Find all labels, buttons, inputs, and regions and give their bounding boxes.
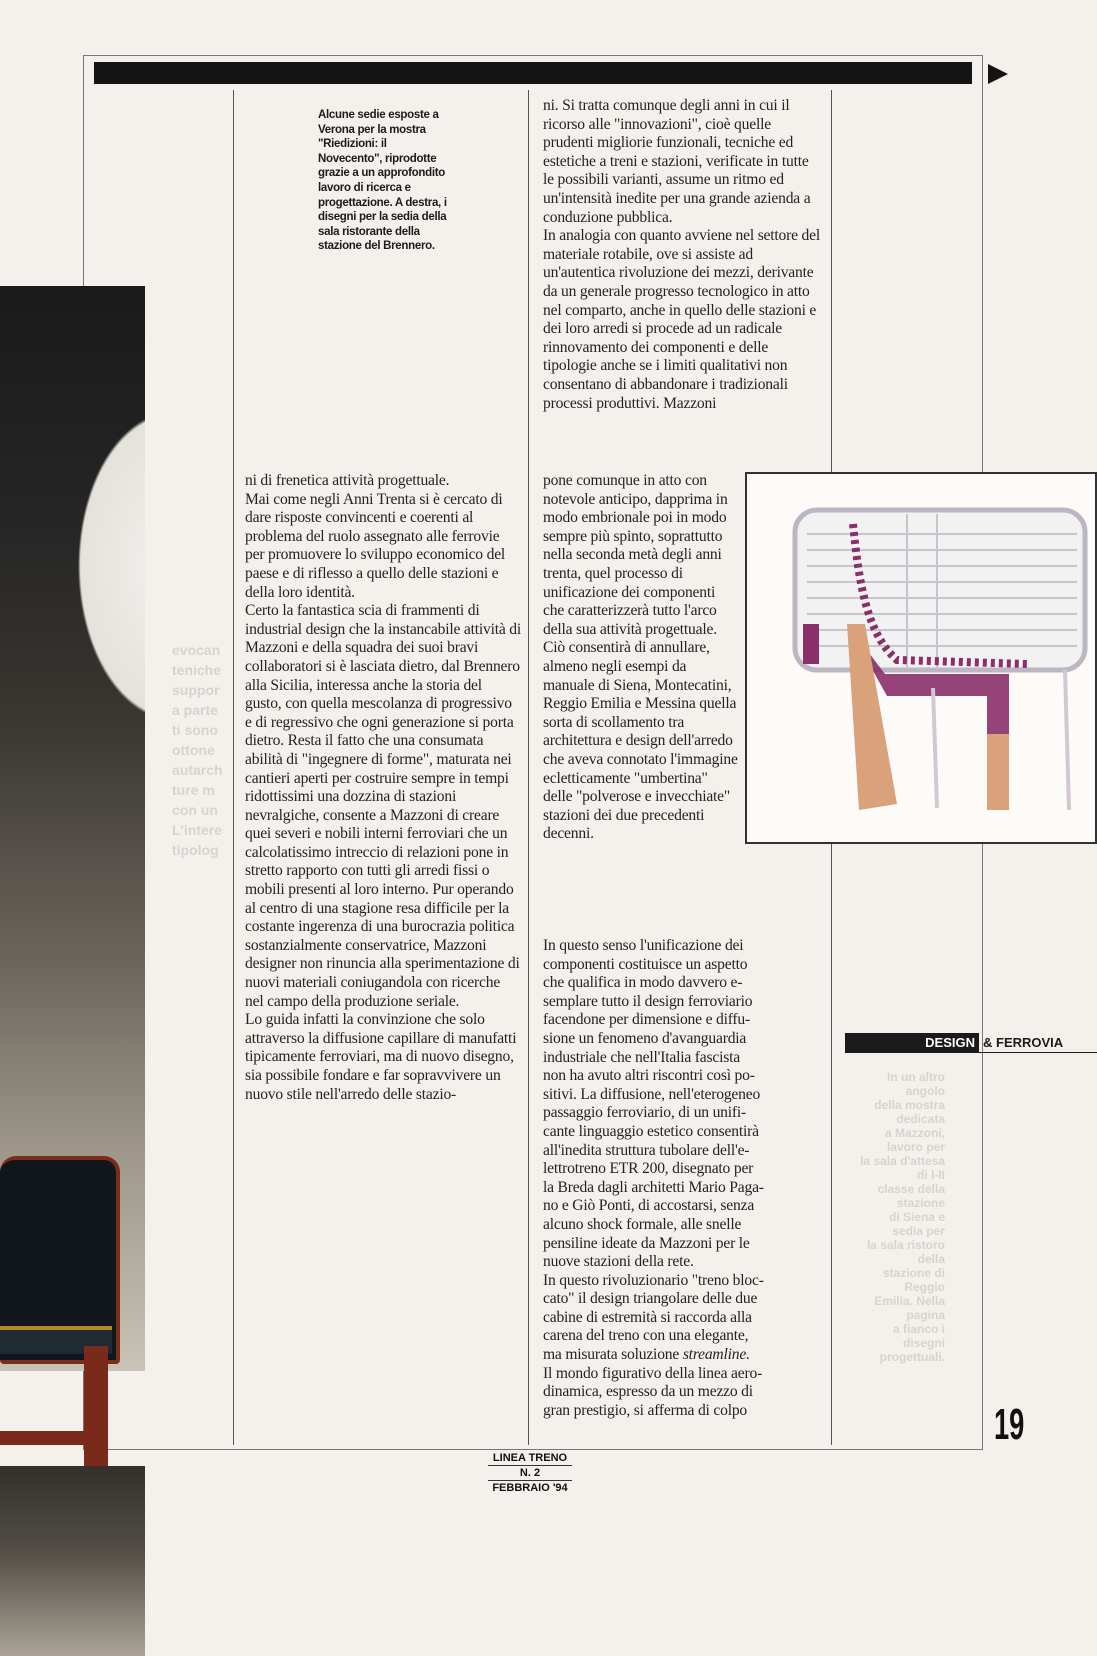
next-arrow-icon <box>988 64 1008 84</box>
text-line: In questo rivoluzionario "treno bloc- <box>543 1271 764 1289</box>
text-line: all'inedita struttura tubolare dell'e- <box>543 1141 750 1159</box>
text-line: nuove stazioni della rete. <box>543 1253 694 1271</box>
text-line: cato" il design triangolare delle due <box>543 1290 758 1308</box>
exhibition-chair-photo <box>0 286 145 1371</box>
section-tab-design: DESIGN <box>845 1033 979 1053</box>
footer-date: FEBBRAIO '94 <box>488 1480 572 1495</box>
page-number: 19 <box>994 1400 1025 1449</box>
text-line: componenti costituisce un aspetto <box>543 955 748 973</box>
paragraph: Certo la fantastica scia di frammenti di industrial design che la instancabile attività di Mazzoni e della squadra dei suoi bravi collaboratori si è lasciata dietro, dal Brennero alla Sicilia, interessa anche la storia del gusto, con quella mescolanza di progressivo e di regressivo che ogni generazione si porta dietro. Resta il fatto che una consumata abilità di "ingegnere di forme", maturata nei cantieri aperti per costruire sempre in tempi ridottissimi una dozzina di stazioni nevralgiche, consente a Mazzoni di creare quei severi e nobili interni ferroviari che un calcolatissimo intreccio di relazioni pone in stretto rapporto con tutti gli arredi fissi o mobili presenti al loro interno. Pur operando al centro di una stagione resa difficile per la costante ingerenza di una burocrazia politica sostanzialmente conservatrice, Mazzoni designer non rinuncia alla sperimentazione di nuovi materiali coniugandola con ricerche nel campo della produzione seriale. <box>245 602 522 1010</box>
text-line: gran prestigio, si afferma di colpo <box>543 1401 748 1419</box>
column-rule <box>528 90 529 1445</box>
article-column-2 <box>245 472 521 1104</box>
text-line: la Breda dagli architetti Mario Paga- <box>543 1178 764 1196</box>
text-line-start: ma misurata soluzione <box>543 1346 683 1364</box>
ghost-print: In un altro angolo della mostra dedicata a Mazzoni, lavoro per la sala d'attesa di I-II classe della stazione di Siena e sedia per la sala ristoro della stazione di Reggio Emilia. Nella pagina a fianco i disegni progettuali. <box>860 1070 945 1364</box>
paragraph: ni. Si tratta comunque degli anni in cui il ricorso alle "innovazioni", cioè quelle prudenti migliorie funzionali, tecniche ed estetiche a treni e stazioni, verificate in tutte le possibili varianti, assume un ritmo ed un'intensità inedite per una grande azienda a conduzione pubblica. <box>543 97 811 226</box>
paragraph: Lo guida infatti la convinzione che solo attraverso la diffusione capillare di manufatti tipicamente ferroviari, ma di nuovo disegno, sia possibile fondare e far sopravvivere un nuovo stile nell'arredo delle stazio- <box>245 1011 517 1103</box>
text-line: industriale che nell'Italia fascista <box>543 1048 740 1066</box>
text-line: alcuno shock formale, alle snelle <box>543 1215 742 1233</box>
section-tab <box>845 1033 1097 1053</box>
text-line: cante linguaggio estetico consentirà <box>543 1122 759 1140</box>
text-line: che qualifica in modo davvero e- <box>543 974 743 992</box>
streamline-word: streamline. <box>682 1346 750 1364</box>
photo-caption: Alcune sedie esposte a Verona per la mostra "Riedizioni: il Novecento", riprodotte grazie a un approfondito lavoro di ricerca e progettazione. A destra, i disegni per la sedia della sala ristorante della stazione del Brennero. <box>318 109 447 253</box>
photo-floor <box>0 1466 145 1656</box>
paragraph: ni di frenetica attività progettuale. <box>245 472 450 489</box>
paragraph: pone comunque in atto con notevole anticipo, dapprima in modo embrionale poi in modo sempre più spinto, soprattutto nella seconda metà degli anni trenta, quel processo di unificazione dei componenti che caratterizzerà tutto l'arco della sua attività progettuale. Ciò consentirà di annullare, almeno negli esempi da manuale di Siena, Montecatini, Reggio Emilia e Messina quella sorta di scollamento tra architettura e design dell'arredo che aveva connotato l'immagine ecletticamente "umbertina" delle "polverose e invecchiate" stazioni dei due precedenti decenni. <box>543 472 738 843</box>
header-bar <box>94 62 972 84</box>
section-tab-underline <box>979 1052 1097 1053</box>
chair-leg <box>84 1346 108 1466</box>
paragraph: In analogia con quanto avviene nel settore del materiale rotabile, ove si assiste ad un'autentica rivoluzione dei mezzi, derivante da un generale progresso tecnologico in atto nel comparto, anche in quello delle stazioni e dei loro arredi si procede ad un radicale rinnovamento dei componenti e delle tipologie anche se i limiti qualitativi non consentano di abbandonare i tradizionali processi produttivi. Mazzoni <box>543 227 821 412</box>
text-line: carena del treno con una elegante, <box>543 1327 749 1345</box>
text-line: no e Giò Ponti, di accostarsi, senza <box>543 1197 755 1215</box>
article-column-3-bottom <box>543 937 828 1420</box>
ghost-print: evocan teniche suppor a parte ti sono ottone autarch ture m con un L'intere tipolog <box>172 642 223 858</box>
column-rule <box>233 90 234 1445</box>
text-line: sione un fenomeno d'avanguardia <box>543 1029 747 1047</box>
text-line: non ha avuto altri riscontri così po- <box>543 1067 755 1085</box>
text-line: semplare tutto il design ferroviario <box>543 992 753 1010</box>
text-line: sitivi. La diffusione, nell'eterogeneo <box>543 1085 761 1103</box>
article-column-3-narrow <box>543 472 738 844</box>
section-tab-ferrovia: & FERROVIA <box>983 1035 1064 1050</box>
chair-drawing-illustration <box>745 472 1097 844</box>
text-line: facendone per dimensione e diffu- <box>543 1011 751 1029</box>
text-line: pensiline ideate da Mazzoni per le <box>543 1234 750 1252</box>
chair-rail <box>0 1431 90 1445</box>
text-line: lettrotreno ETR 200, disegnato per <box>543 1160 754 1178</box>
text-line: In questo senso l'unificazione dei <box>543 937 744 954</box>
footer-magazine: LINEA TRENO <box>492 1452 568 1464</box>
text-line: passaggio ferroviario, di un unifi- <box>543 1104 747 1122</box>
footer-issue: N. 2 <box>488 1465 572 1480</box>
text-line: cabine di estremità si raccorda alla <box>543 1308 752 1326</box>
article-column-3-top <box>543 97 821 413</box>
curved-wall <box>0 286 145 846</box>
text-line <box>543 1346 828 1365</box>
text-line: Il mondo figurativo della linea aero- <box>543 1364 763 1382</box>
magazine-footer <box>488 1451 572 1495</box>
text-line: dinamica, espresso da un mezzo di <box>543 1383 753 1401</box>
chair-drawing-svg <box>747 474 1095 842</box>
paragraph: Mai come negli Anni Trenta si è cercato di dare risposte convincenti e coerenti al problema del ruolo assegnato alle ferrovie per promuovere lo sviluppo economico del paese e di riflesso a quello delle stazioni e della loro identità. <box>245 490 506 601</box>
